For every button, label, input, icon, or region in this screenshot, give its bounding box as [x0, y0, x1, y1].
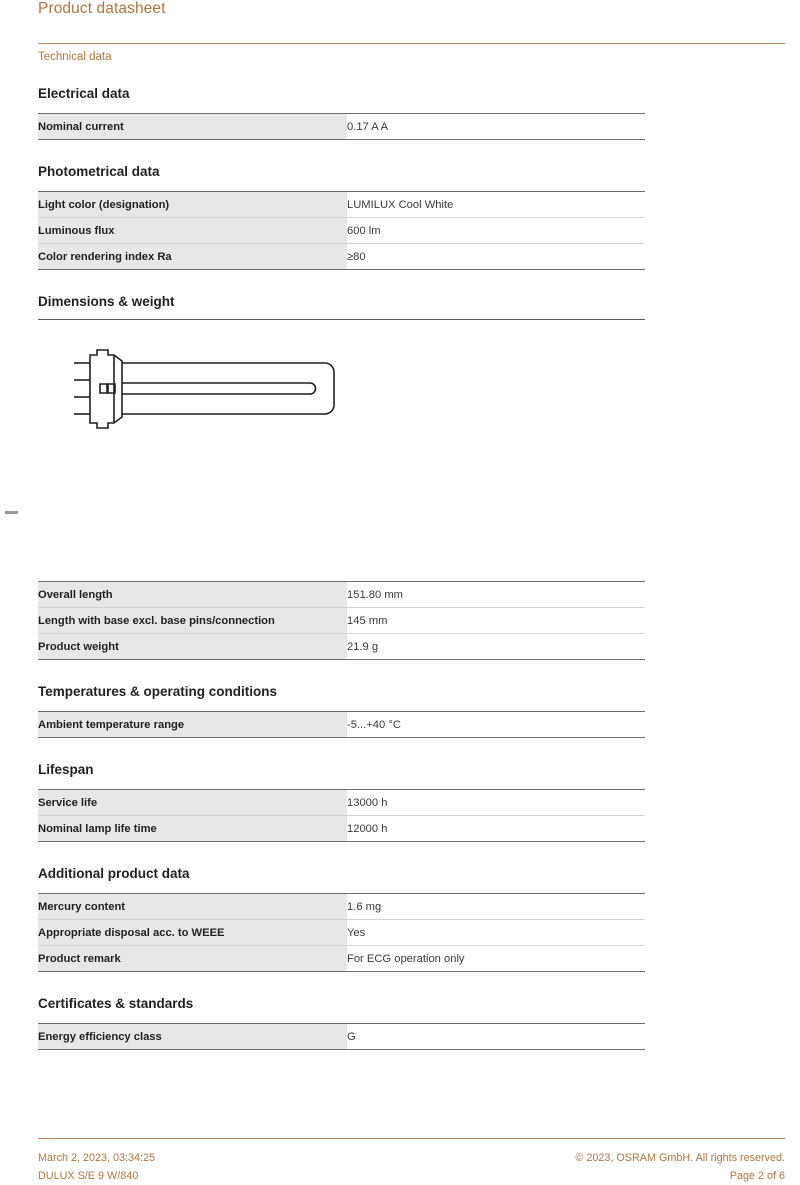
section-lifespan [0, 762, 800, 842]
section-electrical [0, 86, 800, 140]
section-spacer [0, 270, 800, 294]
spec-table [38, 191, 645, 270]
spec-label: Product weight [38, 634, 347, 660]
section-heading: Certificates & standards [38, 996, 194, 1011]
section-spacer [0, 1050, 800, 1074]
spec-value: Yes [347, 920, 645, 946]
spec-label: Mercury content [38, 894, 347, 920]
header-divider [38, 43, 785, 44]
table-row [38, 608, 645, 634]
footer-timestamp: March 2, 2023, 03:34:25 [38, 1152, 156, 1164]
spec-table [38, 789, 645, 842]
spec-value: 151.80 mm [347, 582, 645, 608]
footer-page-number: Page 2 of 6 [729, 1170, 785, 1182]
spec-table [38, 711, 645, 738]
spec-label: Nominal current [38, 114, 347, 140]
spec-value: 600 lm [347, 218, 645, 244]
datasheet-content [0, 86, 800, 1074]
table-row [38, 712, 645, 738]
spec-value: 1.6 mg [347, 894, 645, 920]
spec-value: 12000 h [347, 816, 645, 842]
spec-label: Nominal lamp life time [38, 816, 347, 842]
spec-value: 21.9 g [347, 634, 645, 660]
spec-label: Color rendering index Ra [38, 244, 347, 270]
section-heading: Dimensions & weight [38, 294, 175, 309]
spec-label: Service life [38, 790, 347, 816]
spec-table [38, 1023, 645, 1050]
table-row [38, 1024, 645, 1050]
footer-divider [38, 1138, 785, 1139]
section-photometrical [0, 164, 800, 270]
spec-label: Appropriate disposal acc. to WEEE [38, 920, 347, 946]
spec-value: -5...+40 °C [347, 712, 645, 738]
section-temperatures [0, 684, 800, 738]
page-footer [38, 1149, 785, 1185]
table-row [38, 582, 645, 608]
spec-table [38, 113, 645, 140]
section-kicker: Technical data [38, 51, 112, 63]
table-row [38, 894, 645, 920]
section-certificates [0, 996, 800, 1050]
section-heading: Lifespan [38, 762, 94, 777]
table-row [38, 192, 645, 218]
table-row [38, 920, 645, 946]
spec-label: Product remark [38, 946, 347, 972]
spec-label: Overall length [38, 582, 347, 608]
section-heading: Additional product data [38, 866, 190, 881]
table-row [38, 244, 645, 270]
spec-value: 13000 h [347, 790, 645, 816]
section-additional [0, 866, 800, 972]
section-heading: Temperatures & operating conditions [38, 684, 278, 699]
table-row [38, 114, 645, 140]
table-row [38, 816, 645, 842]
table-row [38, 634, 645, 660]
spec-value: 0.17 A A [347, 114, 645, 140]
spec-table [38, 893, 645, 972]
lamp-outline-icon [70, 348, 360, 438]
spec-label: Length with base excl. base pins/connection [38, 608, 347, 634]
product-drawing [0, 320, 800, 570]
spec-table [38, 581, 645, 660]
table-row [38, 790, 645, 816]
footer-product-name: DULUX S/E 9 W/840 [38, 1170, 139, 1182]
spec-value: LUMILUX Cool White [347, 192, 645, 218]
section-spacer [0, 660, 800, 684]
spec-label: Ambient temperature range [38, 712, 347, 738]
footer-copyright: © 2023, OSRAM GmbH. All rights reserved. [575, 1152, 785, 1164]
section-spacer [0, 972, 800, 996]
table-row [38, 946, 645, 972]
section-heading: Photometrical data [38, 164, 160, 179]
section-dimensions [0, 294, 800, 660]
lamp-diagram [70, 348, 360, 443]
spec-value: For ECG operation only [347, 946, 645, 972]
section-spacer [0, 140, 800, 164]
section-spacer [0, 738, 800, 762]
section-spacer [0, 842, 800, 866]
spec-label: Energy efficiency class [38, 1024, 347, 1050]
section-heading: Electrical data [38, 86, 130, 101]
spec-label: Luminous flux [38, 218, 347, 244]
spec-label: Light color (designation) [38, 192, 347, 218]
page-title: Product datasheet [38, 0, 166, 17]
dimension-tick-marker [5, 511, 18, 514]
spec-value: ≥80 [347, 244, 645, 270]
table-row [38, 218, 645, 244]
spec-value: 145 mm [347, 608, 645, 634]
spec-value: G [347, 1024, 645, 1050]
